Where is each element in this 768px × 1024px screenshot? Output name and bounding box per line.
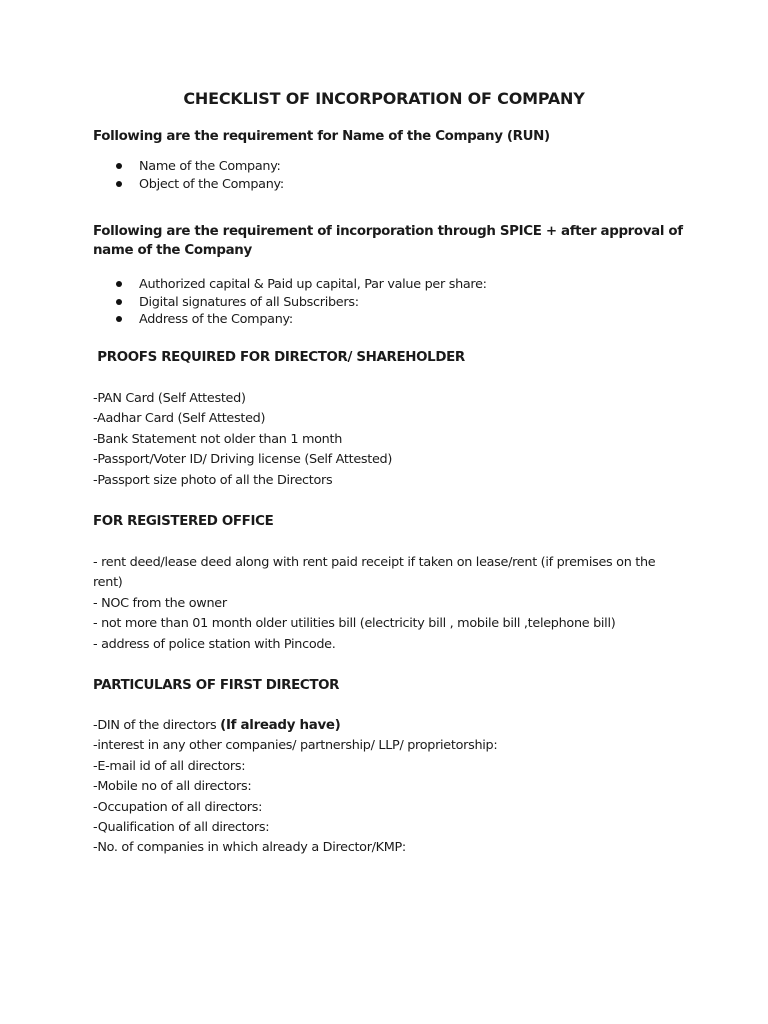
- run-heading: Following are the requirement for Name of the Company (RUN): [93, 129, 550, 144]
- spice-heading: Following are the requirement of incorporation through SPICE + after approval of name of the Company: [93, 224, 683, 258]
- list-item: -Mobile no of all directors:: [93, 779, 252, 795]
- list-item: -Aadhar Card (Self Attested): [93, 411, 266, 427]
- list-item: -E-mail id of all directors:: [93, 758, 246, 774]
- list-item: - not more than 01 month older utilities bill (electricity bill , mobile bill ,telephone bill): [93, 616, 616, 632]
- proofs-heading: PROOFS REQUIRED FOR DIRECTOR/ SHAREHOLDER: [93, 350, 465, 365]
- list-item: -Passport size photo of all the Directors: [93, 472, 333, 488]
- bullet-icon: [116, 181, 122, 187]
- list-item: -PAN Card (Self Attested): [93, 391, 246, 406]
- list-item: [114, 276, 487, 294]
- registered-office-heading: FOR REGISTERED OFFICE: [93, 514, 274, 529]
- list-item: -Bank Statement not older than 1 month: [93, 431, 343, 447]
- run-requirements-list: [114, 158, 284, 193]
- list-item: [114, 311, 487, 329]
- first-director-heading: PARTICULARS OF FIRST DIRECTOR: [93, 678, 340, 693]
- list-item: [114, 176, 284, 194]
- list-item: [114, 294, 487, 312]
- registered-office-list: [93, 553, 683, 655]
- din-line-text: -DIN of the directors: [93, 718, 221, 733]
- proofs-list: [93, 389, 683, 491]
- list-item-text: Authorized capital & Paid up capital, Par value per share:: [139, 277, 487, 292]
- list-item-text: Digital signatures of all Subscribers:: [139, 294, 359, 310]
- bullet-icon: [116, 316, 122, 322]
- list-item: [93, 716, 683, 736]
- list-item: [114, 158, 284, 176]
- list-item: - address of police station with Pincode.: [93, 636, 336, 652]
- spice-requirements-list: [114, 276, 487, 329]
- list-item-text: Address of the Company:: [139, 312, 293, 328]
- bullet-icon: [116, 281, 122, 287]
- list-item: -Occupation of all directors:: [93, 799, 263, 815]
- document-title: CHECKLIST OF INCORPORATION OF COMPANY: [183, 89, 585, 108]
- list-item: -Qualification of all directors:: [93, 820, 270, 836]
- bullet-icon: [116, 163, 122, 169]
- din-note: (If already have): [220, 718, 341, 733]
- first-director-list: [93, 716, 683, 859]
- bullet-icon: [116, 299, 122, 305]
- list-item-text: Name of the Company:: [139, 159, 281, 174]
- list-item: -No. of companies in which already a Director/KMP:: [93, 840, 406, 856]
- list-item: -interest in any other companies/ partnership/ LLP/ proprietorship:: [93, 738, 498, 754]
- list-item: - rent deed/lease deed along with rent paid receipt if taken on lease/rent (if premises on the rent): [93, 555, 656, 591]
- list-item: -Passport/Voter ID/ Driving license (Self Attested): [93, 452, 393, 468]
- list-item-text: Object of the Company:: [139, 176, 284, 192]
- list-item: - NOC from the owner: [93, 595, 227, 611]
